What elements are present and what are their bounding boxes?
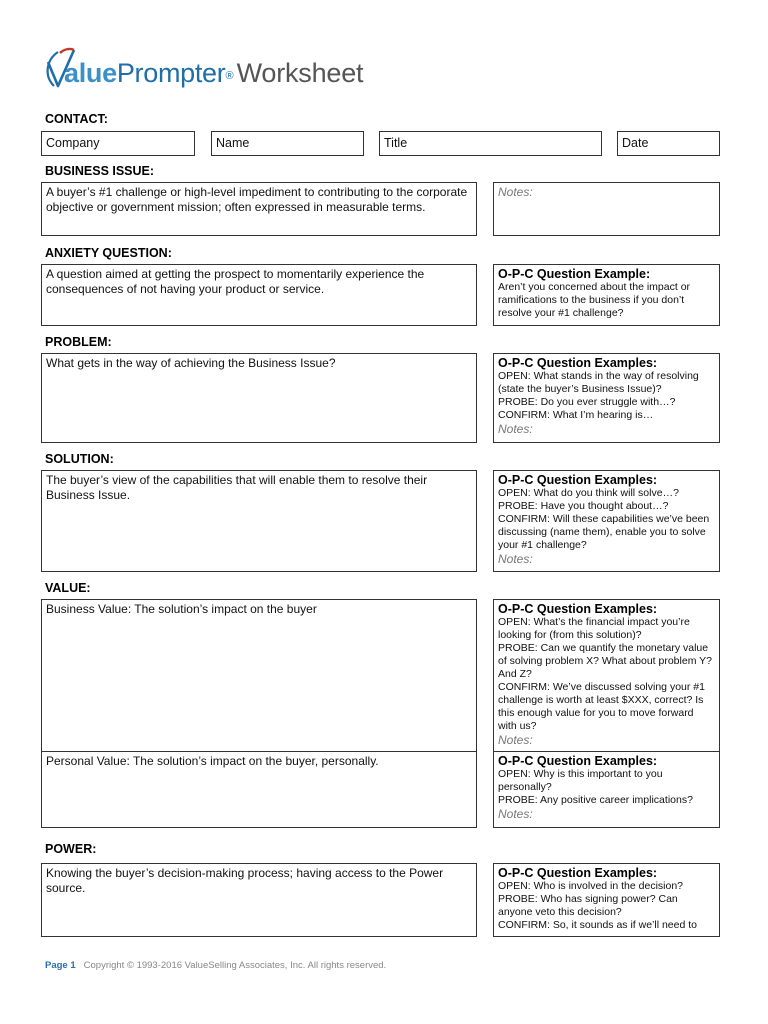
personal-value-example-title: O-P-C Question Examples: [498,754,658,768]
business-issue-heading: BUSINESS ISSUE: [45,164,155,178]
power-example-line: anyone veto this decision? [498,906,622,918]
logo-worksheet-text: Worksheet [236,58,364,88]
logo-wordmark [64,58,363,88]
logo-value-text: alue [64,58,117,88]
power-example-line: CONFIRM: So, it sounds as if we’ll need to [498,919,697,931]
personal-value-example-box [493,751,720,828]
business-value-example-line: And Z? [498,668,532,680]
business-value-box[interactable] [41,599,477,752]
solution-heading: SOLUTION: [45,452,114,466]
problem-example-line: CONFIRM: What I’m hearing is… [498,409,654,421]
logo-prompter-text: Prompter [116,58,226,88]
problem-example-title: O-P-C Question Examples: [498,356,658,370]
logo-registered-mark: ® [225,70,234,82]
anxiety-example-box [493,264,720,326]
business-value-example-line: this enough value for you to move forward [498,707,694,719]
personal-value-notes-label[interactable]: Notes: [498,807,533,821]
value-heading: VALUE: [45,581,91,595]
problem-heading: PROBLEM: [45,335,112,349]
power-example-line: OPEN: Who is involved in the decision? [498,880,684,892]
personal-value-example-line: PROBE: Any positive career implications? [498,794,693,806]
problem-example-line: (state the buyer’s Business Issue)? [498,383,662,395]
solution-notes-label[interactable]: Notes: [498,552,533,566]
problem-box[interactable] [41,353,477,443]
business-value-example-line: challenge is worth at least $XXX, correct? Is [498,694,704,706]
title-field[interactable]: Title [379,131,602,156]
business-value-example-line: CONFIRM: We’ve discussed solving your #1 [498,681,705,693]
business-issue-notes-box[interactable] [493,182,720,236]
business-value-description: Business Value: The solution’s impact on the buyer [46,602,317,616]
problem-notes-label[interactable]: Notes: [498,422,533,436]
name-field[interactable]: Name [211,131,364,156]
contact-heading: CONTACT: [45,112,108,126]
solution-example-line: PROBE: Have you thought about…? [498,500,669,512]
business-value-example-line: OPEN: What’s the financial impact you’re [498,616,690,628]
power-heading: POWER: [45,842,97,856]
power-example-title: O-P-C Question Examples: [498,866,658,880]
problem-example-line: PROBE: Do you ever struggle with…? [498,396,676,408]
solution-example-line: discussing (name them), enable you to solve [498,526,706,538]
copyright-text: Copyright © 1993-2016 ValueSelling Associates, Inc. All rights reserved. [83,960,387,971]
problem-example-box [493,353,720,443]
business-value-example-line: looking for (from this solution)? [498,629,642,641]
date-field[interactable]: Date [617,131,720,156]
business-issue-description: A buyer’s #1 challenge or high-level impediment to contributing to the corporate objective or government mission; often expressed in measurable terms. [46,185,468,214]
power-description: Knowing the buyer’s decision-making process; having access to the Power source. [46,866,444,895]
personal-value-box[interactable] [41,751,477,828]
business-value-example-box [493,599,720,752]
anxiety-example-title: O-P-C Question Example: [498,267,651,281]
business-value-example-line: with us? [498,720,537,732]
solution-description: The buyer’s view of the capabilities that will enable them to resolve their Business Issue. [46,473,428,502]
power-example-box [493,863,720,937]
business-issue-box[interactable] [41,182,477,236]
problem-example-line: OPEN: What stands in the way of resolving [498,370,699,382]
business-value-example-line: PROBE: Can we quantify the monetary value [498,642,709,654]
anxiety-heading: ANXIETY QUESTION: [45,246,172,260]
power-example-line: PROBE: Who has signing power? Can [498,893,678,905]
solution-example-line: CONFIRM: Will these capabilities we’ve been [498,513,710,525]
solution-example-title: O-P-C Question Examples: [498,473,658,487]
personal-value-description: Personal Value: The solution’s impact on the buyer, personally. [46,754,379,768]
business-value-example-title: O-P-C Question Examples: [498,602,658,616]
personal-value-example-line: OPEN: Why is this important to you [498,768,663,780]
solution-example-line: your #1 challenge? [498,539,587,551]
problem-description: What gets in the way of achieving the Business Issue? [46,356,336,370]
page-number: Page 1 [45,960,76,971]
company-field[interactable]: Company [41,131,195,156]
anxiety-description: A question aimed at getting the prospect to momentarily experience the consequences of not having your product or service. [46,267,425,296]
solution-example-box [493,470,720,572]
business-value-example-line: of solving problem X? What about problem Y? [498,655,713,667]
personal-value-example-line: personally? [498,781,552,793]
anxiety-example-line: Aren’t you concerned about the impact or [498,281,691,293]
anxiety-example-line: resolve your #1 challenge? [498,307,624,319]
business-value-notes-label[interactable]: Notes: [498,733,533,747]
solution-example-line: OPEN: What do you think will solve…? [498,487,679,499]
power-box[interactable] [41,863,477,937]
page-footer [45,960,386,971]
anxiety-box[interactable] [41,264,477,326]
business-issue-notes-label: Notes: [498,185,533,199]
anxiety-example-line: ramifications to the business if you don’t [498,294,685,306]
solution-box[interactable] [41,470,477,572]
